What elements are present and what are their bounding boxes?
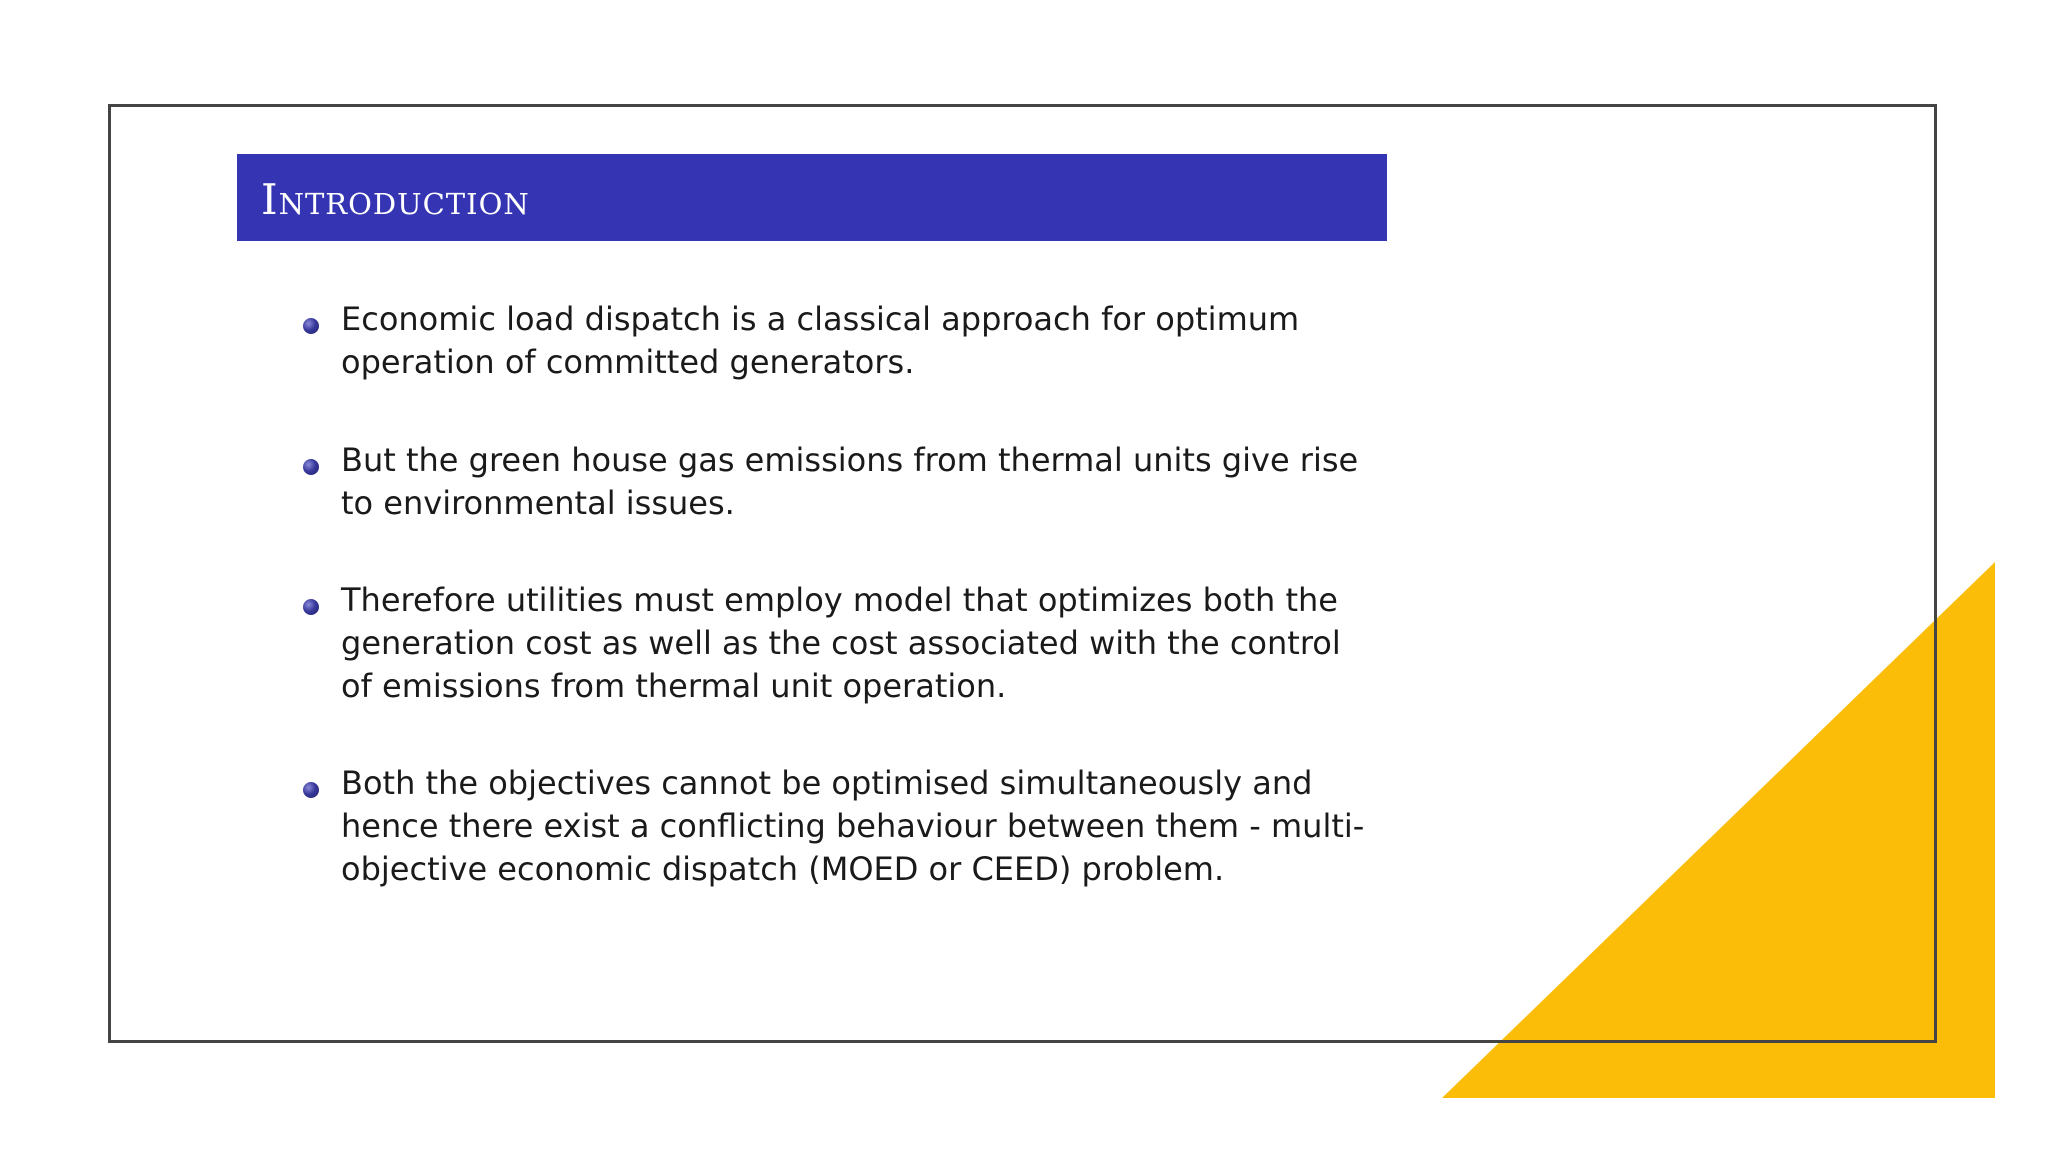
bullet-icon bbox=[303, 318, 319, 334]
slide-title: Introduction bbox=[261, 175, 530, 224]
bullet-item bbox=[303, 439, 1371, 525]
bullet-text: Both the objectives cannot be optimised simultaneously and hence there exist a conflicting behaviour between them - multi-objective economic dispatch (MOED or CEED) problem. bbox=[341, 764, 1365, 888]
bullet-item bbox=[303, 579, 1371, 708]
bullet-text: But the green house gas emissions from thermal units give rise to environmental issues. bbox=[341, 441, 1359, 522]
bullet-icon bbox=[303, 599, 319, 615]
bullet-item bbox=[303, 762, 1371, 891]
bullet-text: Economic load dispatch is a classical approach for optimum operation of committed generators. bbox=[341, 300, 1300, 381]
title-bar bbox=[237, 154, 1387, 241]
bullet-icon bbox=[303, 782, 319, 798]
bullet-text: Therefore utilities must employ model that optimizes both the generation cost as well as the cost associated with the control of emissions from thermal unit operation. bbox=[341, 581, 1341, 705]
bullet-icon bbox=[303, 459, 319, 475]
slide-frame bbox=[108, 104, 1937, 1043]
bullet-item bbox=[303, 298, 1371, 384]
